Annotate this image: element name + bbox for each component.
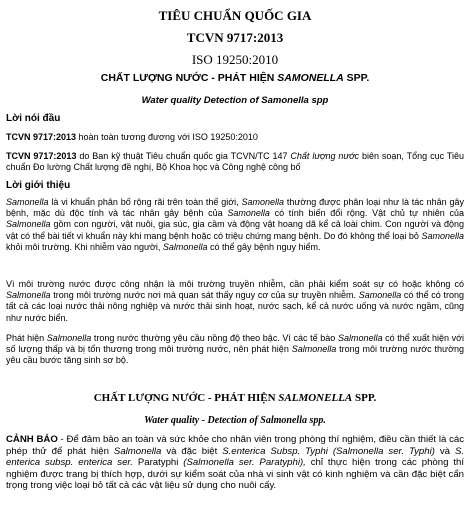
intro-paragraph-3: Phát hiện Salmonella trong nước thường yêu cầu nồng độ theo bậc. Vì các tế bào Salmonella có thể xuất hiện với số lượng thấp và bị tổn thương trong môi trường nước, nên phát hiện Salmonella trong môi trường nước thường yêu cầu bước tăng sinh sơ bộ. [6, 333, 464, 366]
warning-paragraph: CẢNH BÁO - Để đảm bảo an toàn và sức khỏe cho nhân viên trong phòng thí nghiệm, điều cần thiết là các phép thử để phát hiện Salmonella và đặc biệt S.enterica Subsp. Typhi (Salmonella ser. Typhi) và S. enterica subsp. enterica ser. Paratyphi (Salmonella ser. Paratyphi), chỉ thực hiện trong các phòng thí nghiệm được trang bị thích hợp, dưới sự kiểm soát của nhà vi sinh vật có kinh nghiệm và cần đặc biệt cẩn trọng trong việc loại bỏ tất cả các vật liệu sử dụng cho nuôi cấy. [6, 434, 465, 492]
main-title: CHẤT LƯỢNG NƯỚC - PHÁT HIỆN SAMONELLA SPP. [100, 72, 370, 84]
body-title: CHẤT LƯỢNG NƯỚC - PHÁT HIỆN SALMONELLA SPP. [93, 392, 377, 404]
tcvn-code: TCVN 9717:2013 [186, 30, 284, 45]
intro-paragraph-1: Samonella là vi khuẩn phân bố rộng rãi trên toàn thế giới, Samonella thường được phân loại như là tác nhân gây bệnh, mặc dù độc tính và tác nhân gây bệnh của Samonella có tính biến đổi rộng. Vật chủ tự nhiên của Salmonella gồm con người, vật nuôi, gia súc, gia cầm và động vật hoang dã kể cả loài chim. Con người và động vật có thể bài tiết vi khuẩn này khi mang bệnh hoặc có triệu chứng mang bệnh. Do đó không thể loại bỏ Samonella khỏi môi trường. Khi nhiễm vào người, Salmonella có thể gây bệnh nguy hiểm. [6, 197, 465, 252]
standard-type-title: TIÊU CHUẨN QUỐC GIA [158, 8, 312, 23]
introduction-heading: Lời giới thiệu [6, 180, 71, 191]
foreword-paragraph-2: TCVN 9717:2013 do Ban kỹ thuật Tiêu chuẩn quốc gia TCVN/TC 147 Chất lượng nước biên soạn, Tổng cục Tiêu chuẩn Đo lường Chất lượng đề nghị, Bộ Khoa học và Công nghệ công bố [6, 151, 464, 173]
english-title: Water quality Detection of Samonella spp [141, 95, 329, 106]
intro-paragraph-2: Vì môi trường nước được công nhận là môi trường truyền nhiễm, cần phải kiểm soát sự có hoặc không có Salmonella trong môi trường nước nơi mà quan sát thấy nguy cơ của sự truyền nhiễm. Samonella có thể có trong tất cả các loại nước thải nông nghiệp và nước thải sinh hoạt, nước sạch, kể cả nước uống và nước ngầm, cũng như nước biển. [6, 279, 464, 323]
foreword-paragraph-1: TCVN 9717:2013 hoàn toàn tương đương với ISO 19250:2010 [6, 132, 258, 142]
warning-label: CẢNH BÁO [6, 434, 58, 445]
body-subtitle: Water quality - Detection of Salmonella spp. [144, 415, 326, 426]
iso-code: ISO 19250:2010 [191, 52, 279, 67]
foreword-heading: Lời nói đầu [6, 113, 61, 124]
